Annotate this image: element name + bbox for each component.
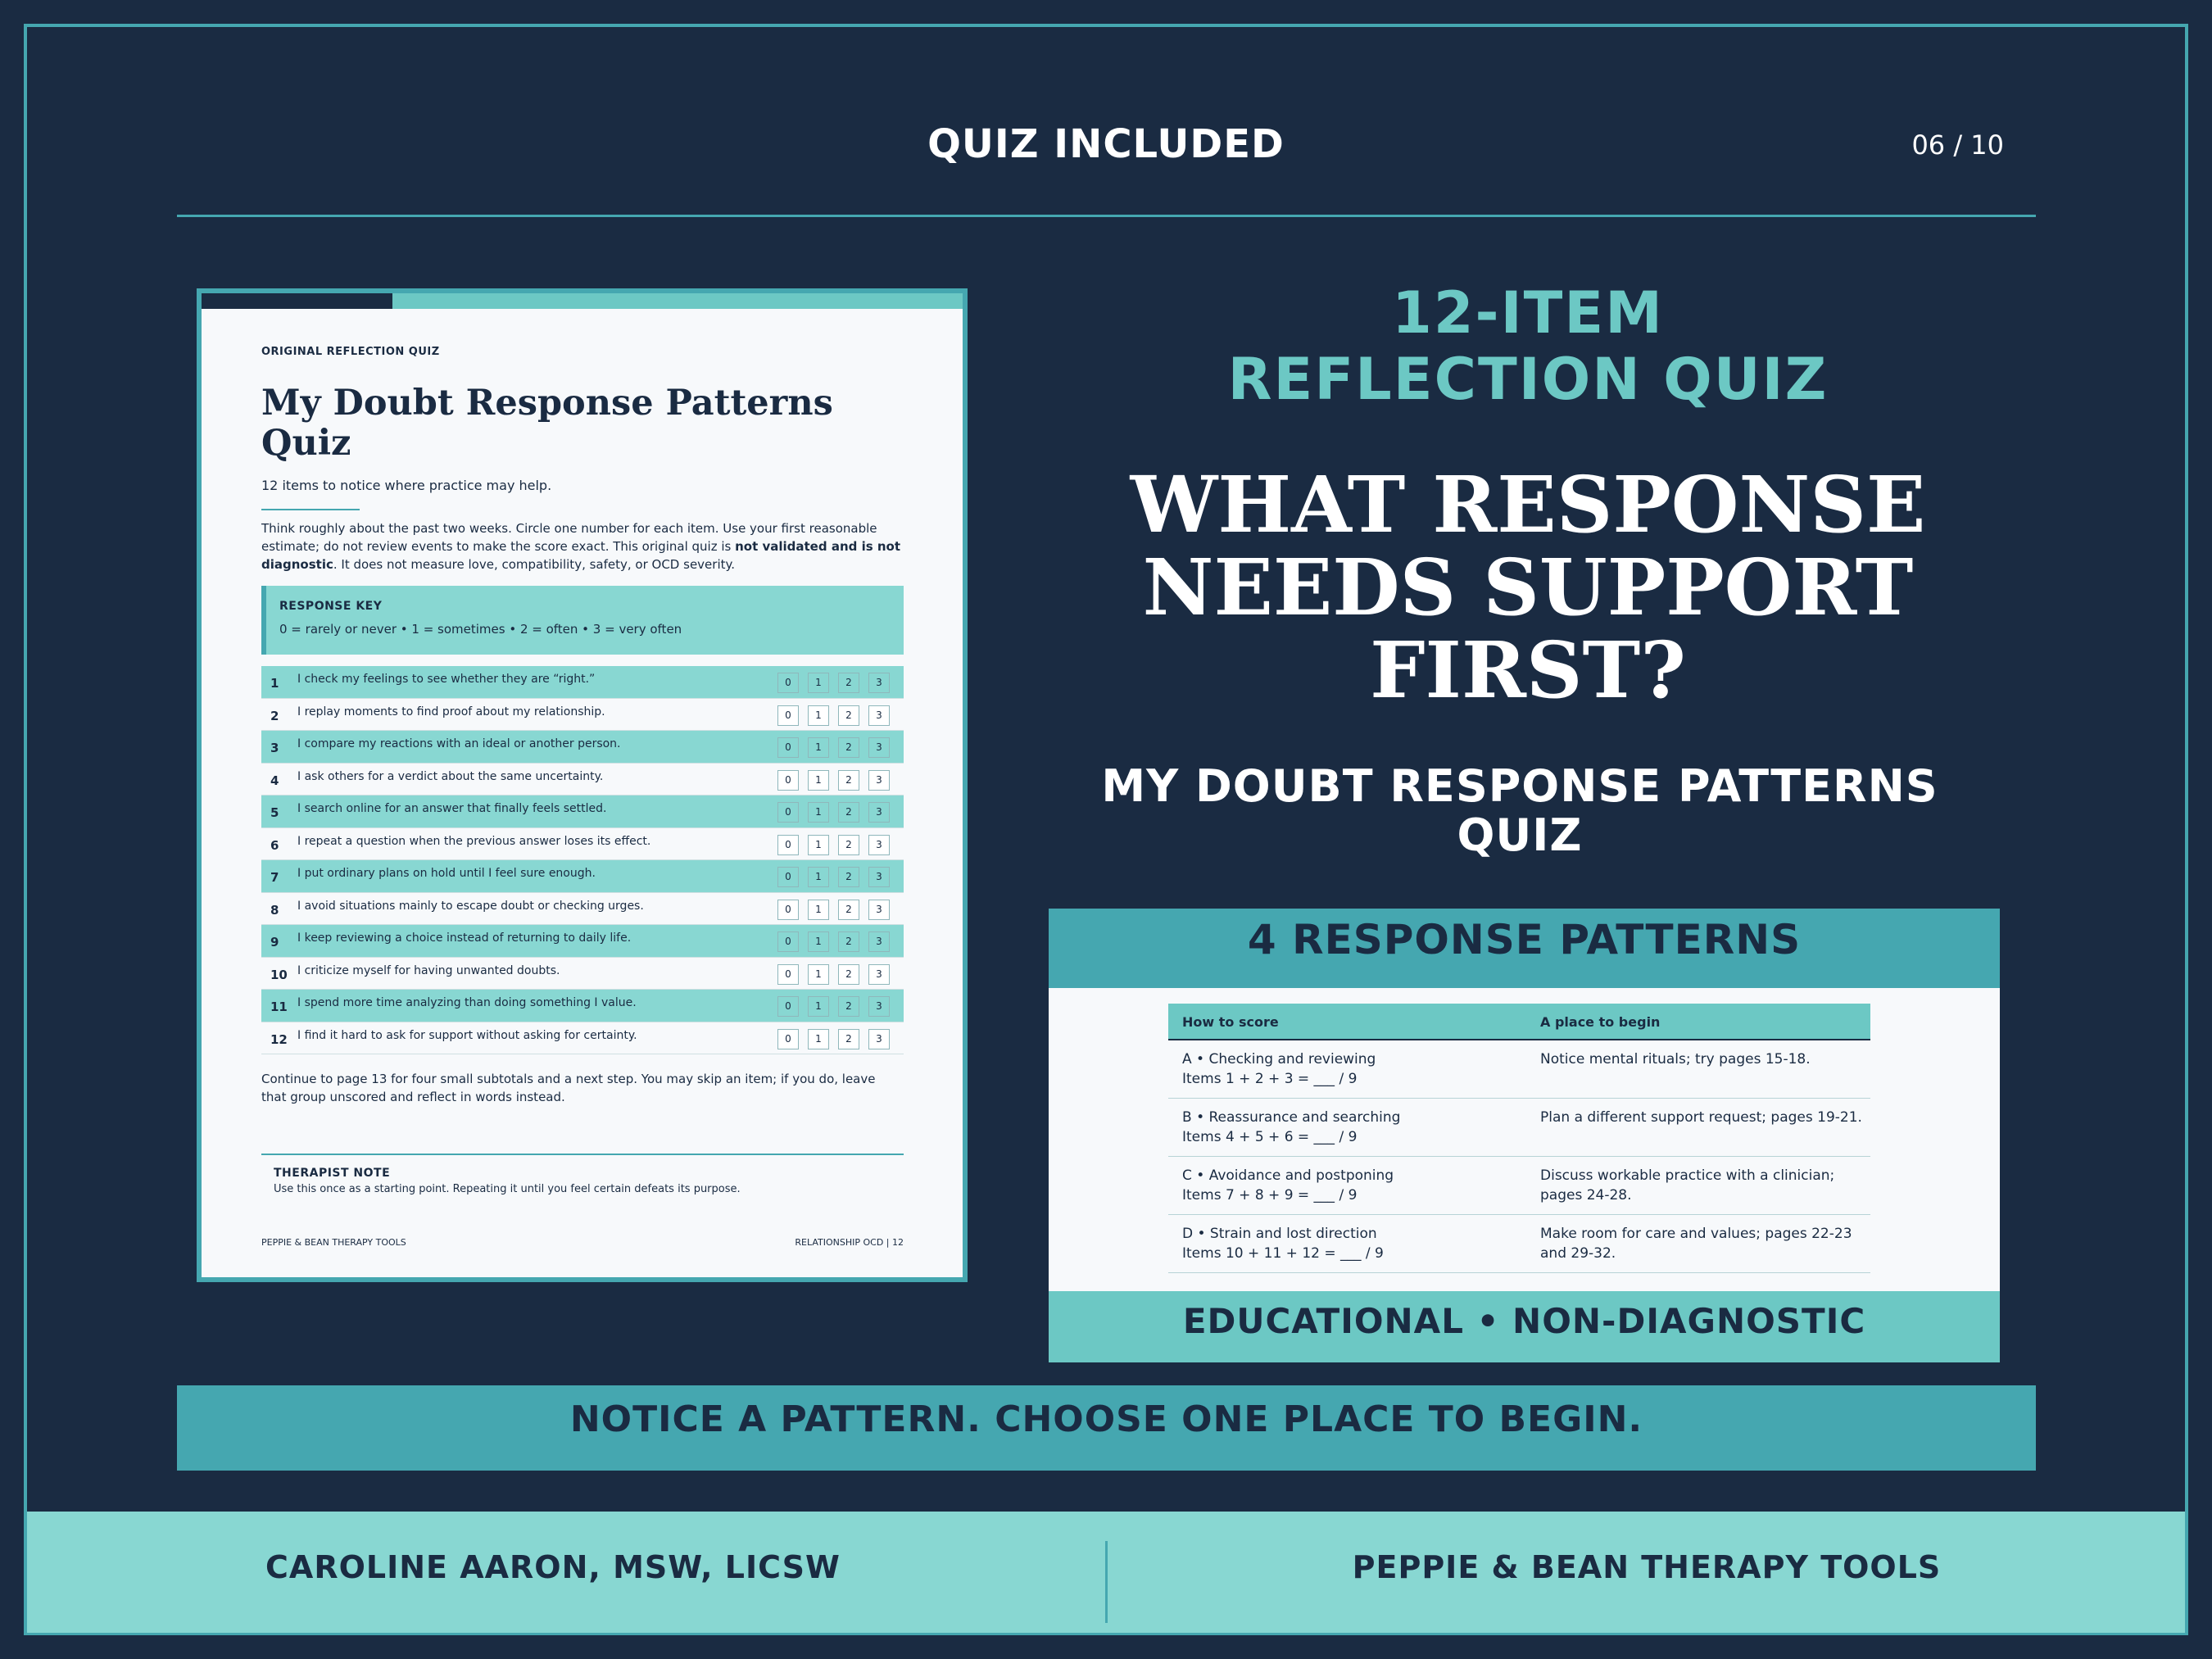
pattern-begin-cell: Discuss workable practice with a clinician; pages 24-28. [1540, 1167, 1835, 1203]
pattern-row [1168, 1099, 1870, 1157]
quiz-item-number: 11 [270, 999, 288, 1014]
rating-box-1[interactable]: 1 [808, 770, 829, 791]
quiz-item-row [261, 666, 904, 699]
rating-box-2[interactable]: 2 [838, 964, 859, 985]
rating-options [777, 835, 890, 855]
quiz-item-number: 4 [270, 773, 279, 788]
headline: WHAT RESPONSE NEEDS SUPPORT FIRST? [1130, 460, 1926, 716]
worksheet-footer-brand: PEPPIE & BEAN THERAPY TOOLS [261, 1237, 406, 1248]
patterns-table-header [1168, 1004, 1870, 1040]
patterns-disclaimer: EDUCATIONAL • NON-DIAGNOSTIC [1049, 1291, 2000, 1362]
page-indicator: 06 / 10 [1911, 129, 2004, 161]
quiz-name: MY DOUBT RESPONSE PATTERNS QUIZ [1101, 760, 1938, 861]
pattern-label: C • Avoidance and postponing [1182, 1167, 1394, 1184]
pattern-row [1168, 1040, 1870, 1099]
quiz-item-text: I avoid situations mainly to escape doubt or checking urges. [297, 899, 644, 913]
call-to-action-banner: NOTICE A PATTERN. CHOOSE ONE PLACE TO BEGIN. [177, 1385, 2036, 1471]
rating-options [777, 737, 890, 758]
quiz-item-number: 6 [270, 837, 279, 853]
patterns-table [1168, 1004, 1870, 1273]
rating-options [777, 705, 890, 726]
pattern-label: B • Reassurance and searching [1182, 1109, 1401, 1126]
rating-box-1[interactable]: 1 [808, 802, 829, 823]
rating-box-2[interactable]: 2 [838, 770, 859, 791]
rating-options [777, 673, 890, 693]
pattern-row [1168, 1215, 1870, 1273]
quiz-item-text: I put ordinary plans on hold until I feel sure enough. [297, 867, 596, 880]
quiz-item-row [261, 990, 904, 1022]
therapist-note-heading: THERAPIST NOTE [274, 1167, 391, 1180]
rating-box-3[interactable]: 3 [868, 673, 890, 693]
rating-options [777, 802, 890, 823]
rating-box-2[interactable]: 2 [838, 835, 859, 855]
quiz-item-number: 3 [270, 741, 279, 755]
rating-box-2[interactable]: 2 [838, 996, 859, 1017]
pattern-label: A • Checking and reviewing [1182, 1051, 1376, 1067]
author-credit: CAROLINE AARON, MSW, LICSW [265, 1549, 841, 1585]
worksheet-instructions: Think roughly about the past two weeks. Circle one number for each item. Use your first reasonable estimate; do not review events to make the score exact. This original quiz is not validated and is not diagnostic. It does not measure love, compatibility, safety, or OCD severity. [261, 521, 901, 572]
rating-box-1[interactable]: 1 [808, 867, 829, 887]
rating-box-3[interactable]: 3 [868, 1029, 890, 1049]
rating-box-2[interactable]: 2 [838, 673, 859, 693]
rating-box-3[interactable]: 3 [868, 802, 890, 823]
rating-box-3[interactable]: 3 [868, 770, 890, 791]
rating-box-1[interactable]: 1 [808, 964, 829, 985]
quiz-item-row [261, 860, 904, 893]
rating-box-3[interactable]: 3 [868, 931, 890, 952]
pattern-score-cell [1168, 1224, 1526, 1272]
rating-options [777, 770, 890, 791]
rating-box-3[interactable]: 3 [868, 737, 890, 758]
quiz-item-number: 5 [270, 805, 279, 820]
quiz-item-row [261, 796, 904, 828]
quiz-item-row [261, 958, 904, 990]
response-key-text: 0 = rarely or never • 1 = sometimes • 2 = often • 3 = very often [279, 622, 682, 637]
rating-box-2[interactable]: 2 [838, 867, 859, 887]
rating-box-2[interactable]: 2 [838, 900, 859, 920]
rating-box-2[interactable]: 2 [838, 802, 859, 823]
therapist-note-divider [261, 1154, 904, 1155]
rating-box-2[interactable]: 2 [838, 705, 859, 726]
quiz-item-row [261, 925, 904, 958]
quiz-item-number: 9 [270, 935, 279, 950]
rating-box-0[interactable]: 0 [777, 835, 799, 855]
quiz-item-number: 7 [270, 870, 279, 885]
worksheet-accent-bar-dark [202, 293, 392, 309]
quiz-item-number: 10 [270, 967, 288, 982]
quiz-item-text: I search online for an answer that finally feels settled. [297, 802, 607, 815]
rating-box-0[interactable]: 0 [777, 802, 799, 823]
header-divider [177, 215, 2036, 217]
worksheet-divider [261, 509, 360, 510]
quiz-item-number: 2 [270, 708, 279, 723]
patterns-heading: 4 RESPONSE PATTERNS [1049, 909, 2000, 988]
rating-box-3[interactable]: 3 [868, 705, 890, 726]
quiz-item-row [261, 1022, 904, 1055]
column-header-place-to-begin: A place to begin [1540, 1014, 1661, 1030]
quiz-item-text: I replay moments to find proof about my relationship. [297, 705, 605, 718]
rating-box-3[interactable]: 3 [868, 964, 890, 985]
rating-options [777, 867, 890, 887]
quiz-item-text: I keep reviewing a choice instead of returning to daily life. [297, 931, 632, 945]
pattern-label: D • Strain and lost direction [1182, 1226, 1377, 1242]
quiz-item-row [261, 764, 904, 796]
footer-bar [27, 1512, 2185, 1633]
rating-box-0[interactable]: 0 [777, 964, 799, 985]
rating-box-0[interactable]: 0 [777, 770, 799, 791]
quiz-item-number: 1 [270, 676, 279, 691]
pattern-row [1168, 1157, 1870, 1215]
quiz-item-number: 8 [270, 902, 279, 918]
rating-box-3[interactable]: 3 [868, 996, 890, 1017]
rating-box-0[interactable]: 0 [777, 705, 799, 726]
rating-box-0[interactable]: 0 [777, 900, 799, 920]
rating-box-0[interactable]: 0 [777, 867, 799, 887]
rating-box-1[interactable]: 1 [808, 835, 829, 855]
rating-options [777, 996, 890, 1017]
quiz-item-row [261, 828, 904, 861]
rating-options [777, 900, 890, 920]
rating-box-0[interactable]: 0 [777, 931, 799, 952]
rating-box-3[interactable]: 3 [868, 835, 890, 855]
quiz-worksheet-preview [197, 288, 968, 1282]
rating-box-1[interactable]: 1 [808, 996, 829, 1017]
quiz-item-text: I ask others for a verdict about the same uncertainty. [297, 769, 604, 783]
rating-box-1[interactable]: 1 [808, 705, 829, 726]
worksheet-eyebrow: ORIGINAL REFLECTION QUIZ [261, 346, 440, 358]
pattern-score-cell [1168, 1166, 1526, 1214]
pattern-score-formula: Items 7 + 8 + 9 = ___ / 9 [1182, 1187, 1358, 1203]
therapist-note-text: Use this once as a starting point. Repeating it until you feel certain defeats its purpose. [274, 1183, 741, 1195]
pattern-score-formula: Items 1 + 2 + 3 = ___ / 9 [1182, 1071, 1358, 1087]
footer-divider [1105, 1541, 1108, 1623]
rating-box-3[interactable]: 3 [868, 867, 890, 887]
rating-options [777, 931, 890, 952]
quiz-item-text: I spend more time analyzing than doing something I value. [297, 996, 637, 1009]
quiz-item-text: I find it hard to ask for support without asking for certainty. [297, 1028, 637, 1042]
rating-box-0[interactable]: 0 [777, 673, 799, 693]
column-header-how-to-score: How to score [1182, 1014, 1279, 1030]
quiz-item-text: I repeat a question when the previous answer loses its effect. [297, 834, 651, 848]
quiz-item-row [261, 699, 904, 732]
quiz-item-text: I compare my reactions with an ideal or another person. [297, 737, 621, 750]
pattern-begin-cell: Make room for care and values; pages 22-23 and 29-32. [1540, 1226, 1852, 1262]
pattern-score-cell [1168, 1049, 1526, 1098]
rating-options [777, 1029, 890, 1049]
response-key [261, 586, 904, 655]
rating-box-1[interactable]: 1 [808, 737, 829, 758]
rating-box-1[interactable]: 1 [808, 931, 829, 952]
pattern-begin-cell: Plan a different support request; pages 19-21. [1540, 1109, 1862, 1126]
rating-box-2[interactable]: 2 [838, 931, 859, 952]
worksheet-footer-page: RELATIONSHIP OCD | 12 [795, 1237, 904, 1248]
rating-box-0[interactable]: 0 [777, 1029, 799, 1049]
pattern-begin-cell: Notice mental rituals; try pages 15-18. [1540, 1051, 1811, 1067]
quiz-item-number: 12 [270, 1031, 288, 1047]
rating-box-2[interactable]: 2 [838, 737, 859, 758]
rating-options [777, 964, 890, 985]
pattern-score-formula: Items 4 + 5 + 6 = ___ / 9 [1182, 1129, 1358, 1145]
quiz-items-list [261, 666, 904, 1054]
response-patterns-card [1049, 909, 2000, 1362]
rating-box-1[interactable]: 1 [808, 1029, 829, 1049]
brand-credit: PEPPIE & BEAN THERAPY TOOLS [1352, 1549, 1942, 1585]
pattern-score-cell [1168, 1108, 1526, 1156]
response-key-heading: RESPONSE KEY [279, 600, 383, 613]
rating-box-1[interactable]: 1 [808, 673, 829, 693]
quiz-item-row [261, 731, 904, 764]
worksheet-title: My Doubt Response Patterns Quiz [261, 383, 833, 464]
page-title: QUIZ INCLUDED [927, 121, 1285, 167]
rating-box-2[interactable]: 2 [838, 1029, 859, 1049]
continue-text: Continue to page 13 for four small subtotals and a next step. You may skip an item; if you do, leave that group unscored and reflect in words instead. [261, 1072, 876, 1104]
rating-box-1[interactable]: 1 [808, 900, 829, 920]
quiz-item-text: I criticize myself for having unwanted doubts. [297, 963, 560, 977]
quiz-kicker: 12-ITEM REFLECTION QUIZ [1227, 279, 1829, 413]
worksheet-accent-bar-teal [392, 293, 963, 309]
rating-box-3[interactable]: 3 [868, 900, 890, 920]
worksheet-subtitle: 12 items to notice where practice may help. [261, 478, 552, 493]
pattern-score-formula: Items 10 + 11 + 12 = ___ / 9 [1182, 1245, 1384, 1262]
quiz-item-text: I check my feelings to see whether they are “right.” [297, 673, 596, 686]
rating-box-0[interactable]: 0 [777, 737, 799, 758]
rating-box-0[interactable]: 0 [777, 996, 799, 1017]
quiz-item-row [261, 893, 904, 926]
